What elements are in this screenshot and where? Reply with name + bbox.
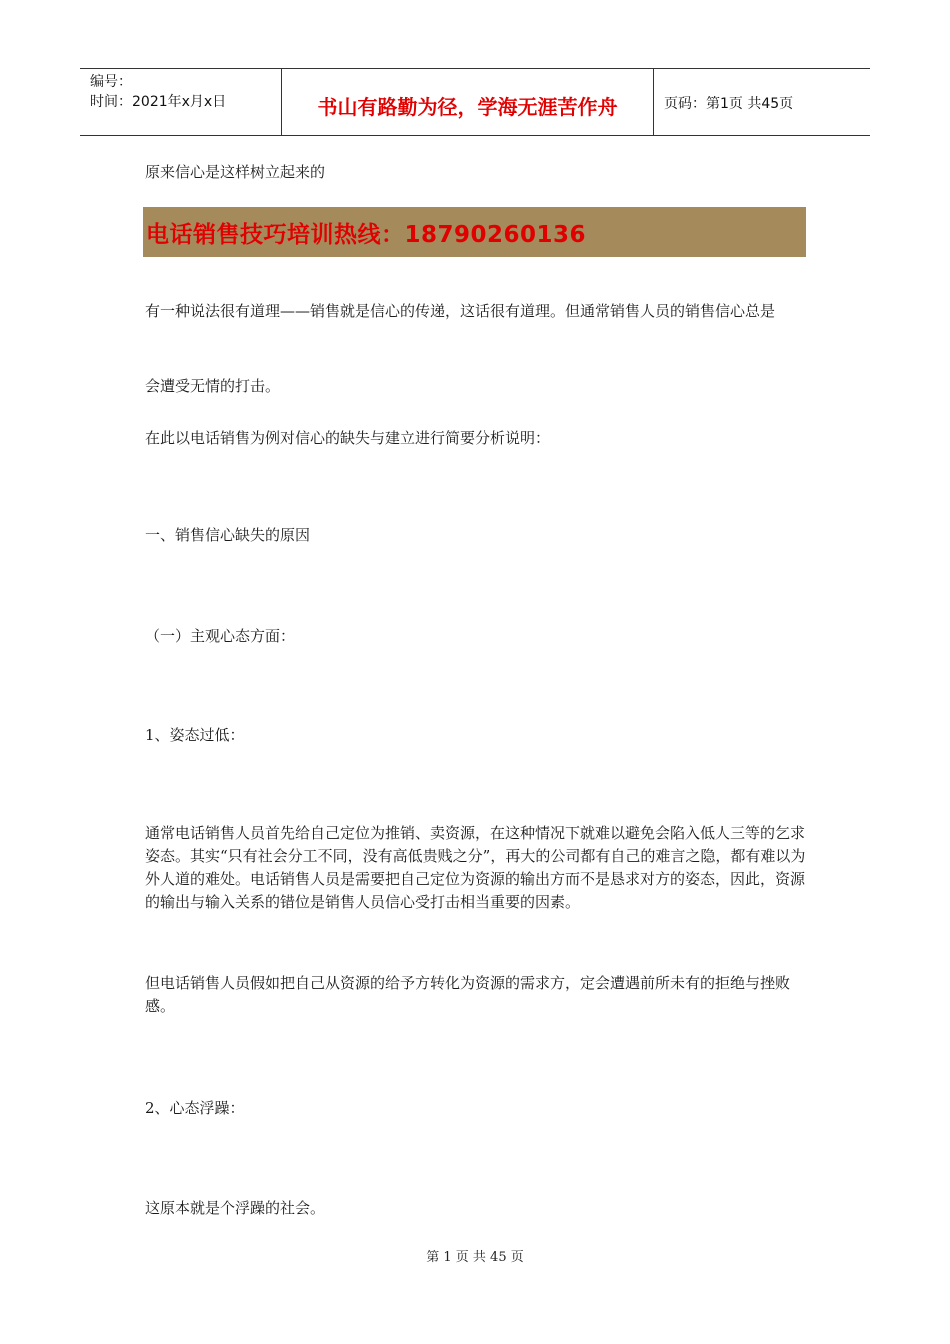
subsection-heading: （一）主观心态方面： xyxy=(145,627,296,645)
paragraph: 在此以电话销售为例对信心的缺失与建立进行简要分析说明： xyxy=(145,429,551,447)
paragraph: 会遭受无情的打击。 xyxy=(145,377,281,395)
paragraph: 通常电话销售人员首先给自己定位为推销、卖资源，在这种情况下就难以避免会陷入低人三等的乞求姿态。其实“只有社会分工不同，没有高低贵贱之分”，再大的公司都有自己的难言之隐，都有难以为外人道的难处。电话销售人员是需要把自己定位为资源的输出方而不是恳求对方的姿态，因此，资源的输出与输入关系的错位是销售人员信心受打击相当重要的因素。 xyxy=(145,824,806,911)
paragraph: 但电话销售人员假如把自己从资源的给予方转化为资源的需求方，定会遭遇前所未有的拒绝与挫败感。 xyxy=(145,974,791,1015)
header-meta-cell xyxy=(80,69,282,135)
hotline-banner xyxy=(143,207,806,257)
document-subtitle: 原来信心是这样树立起来的 xyxy=(145,163,326,181)
time-label: 时间：2021年x月x日 xyxy=(90,94,227,110)
page-footer: 第 1 页 共 45 页 xyxy=(426,1250,524,1265)
hotline-text: 电话销售技巧培训热线：18790260136 xyxy=(146,221,587,248)
serial-label: 编号： xyxy=(90,74,132,90)
header-page-info: 页码：第1页 共45页 xyxy=(664,96,794,112)
item-heading: 2、心态浮躁： xyxy=(145,1099,245,1117)
item-heading: 1、姿态过低： xyxy=(145,726,245,744)
paragraph: 有一种说法很有道理——销售就是信心的传递，这话很有道理。但通常销售人员的销售信心总是 xyxy=(145,302,776,320)
header-motto: 书山有路勤为径，学海无涯苦作舟 xyxy=(282,69,654,135)
paragraph: 这原本就是个浮躁的社会。 xyxy=(145,1199,326,1217)
page-header xyxy=(80,68,870,136)
section-heading: 一、销售信心缺失的原因 xyxy=(145,526,311,544)
